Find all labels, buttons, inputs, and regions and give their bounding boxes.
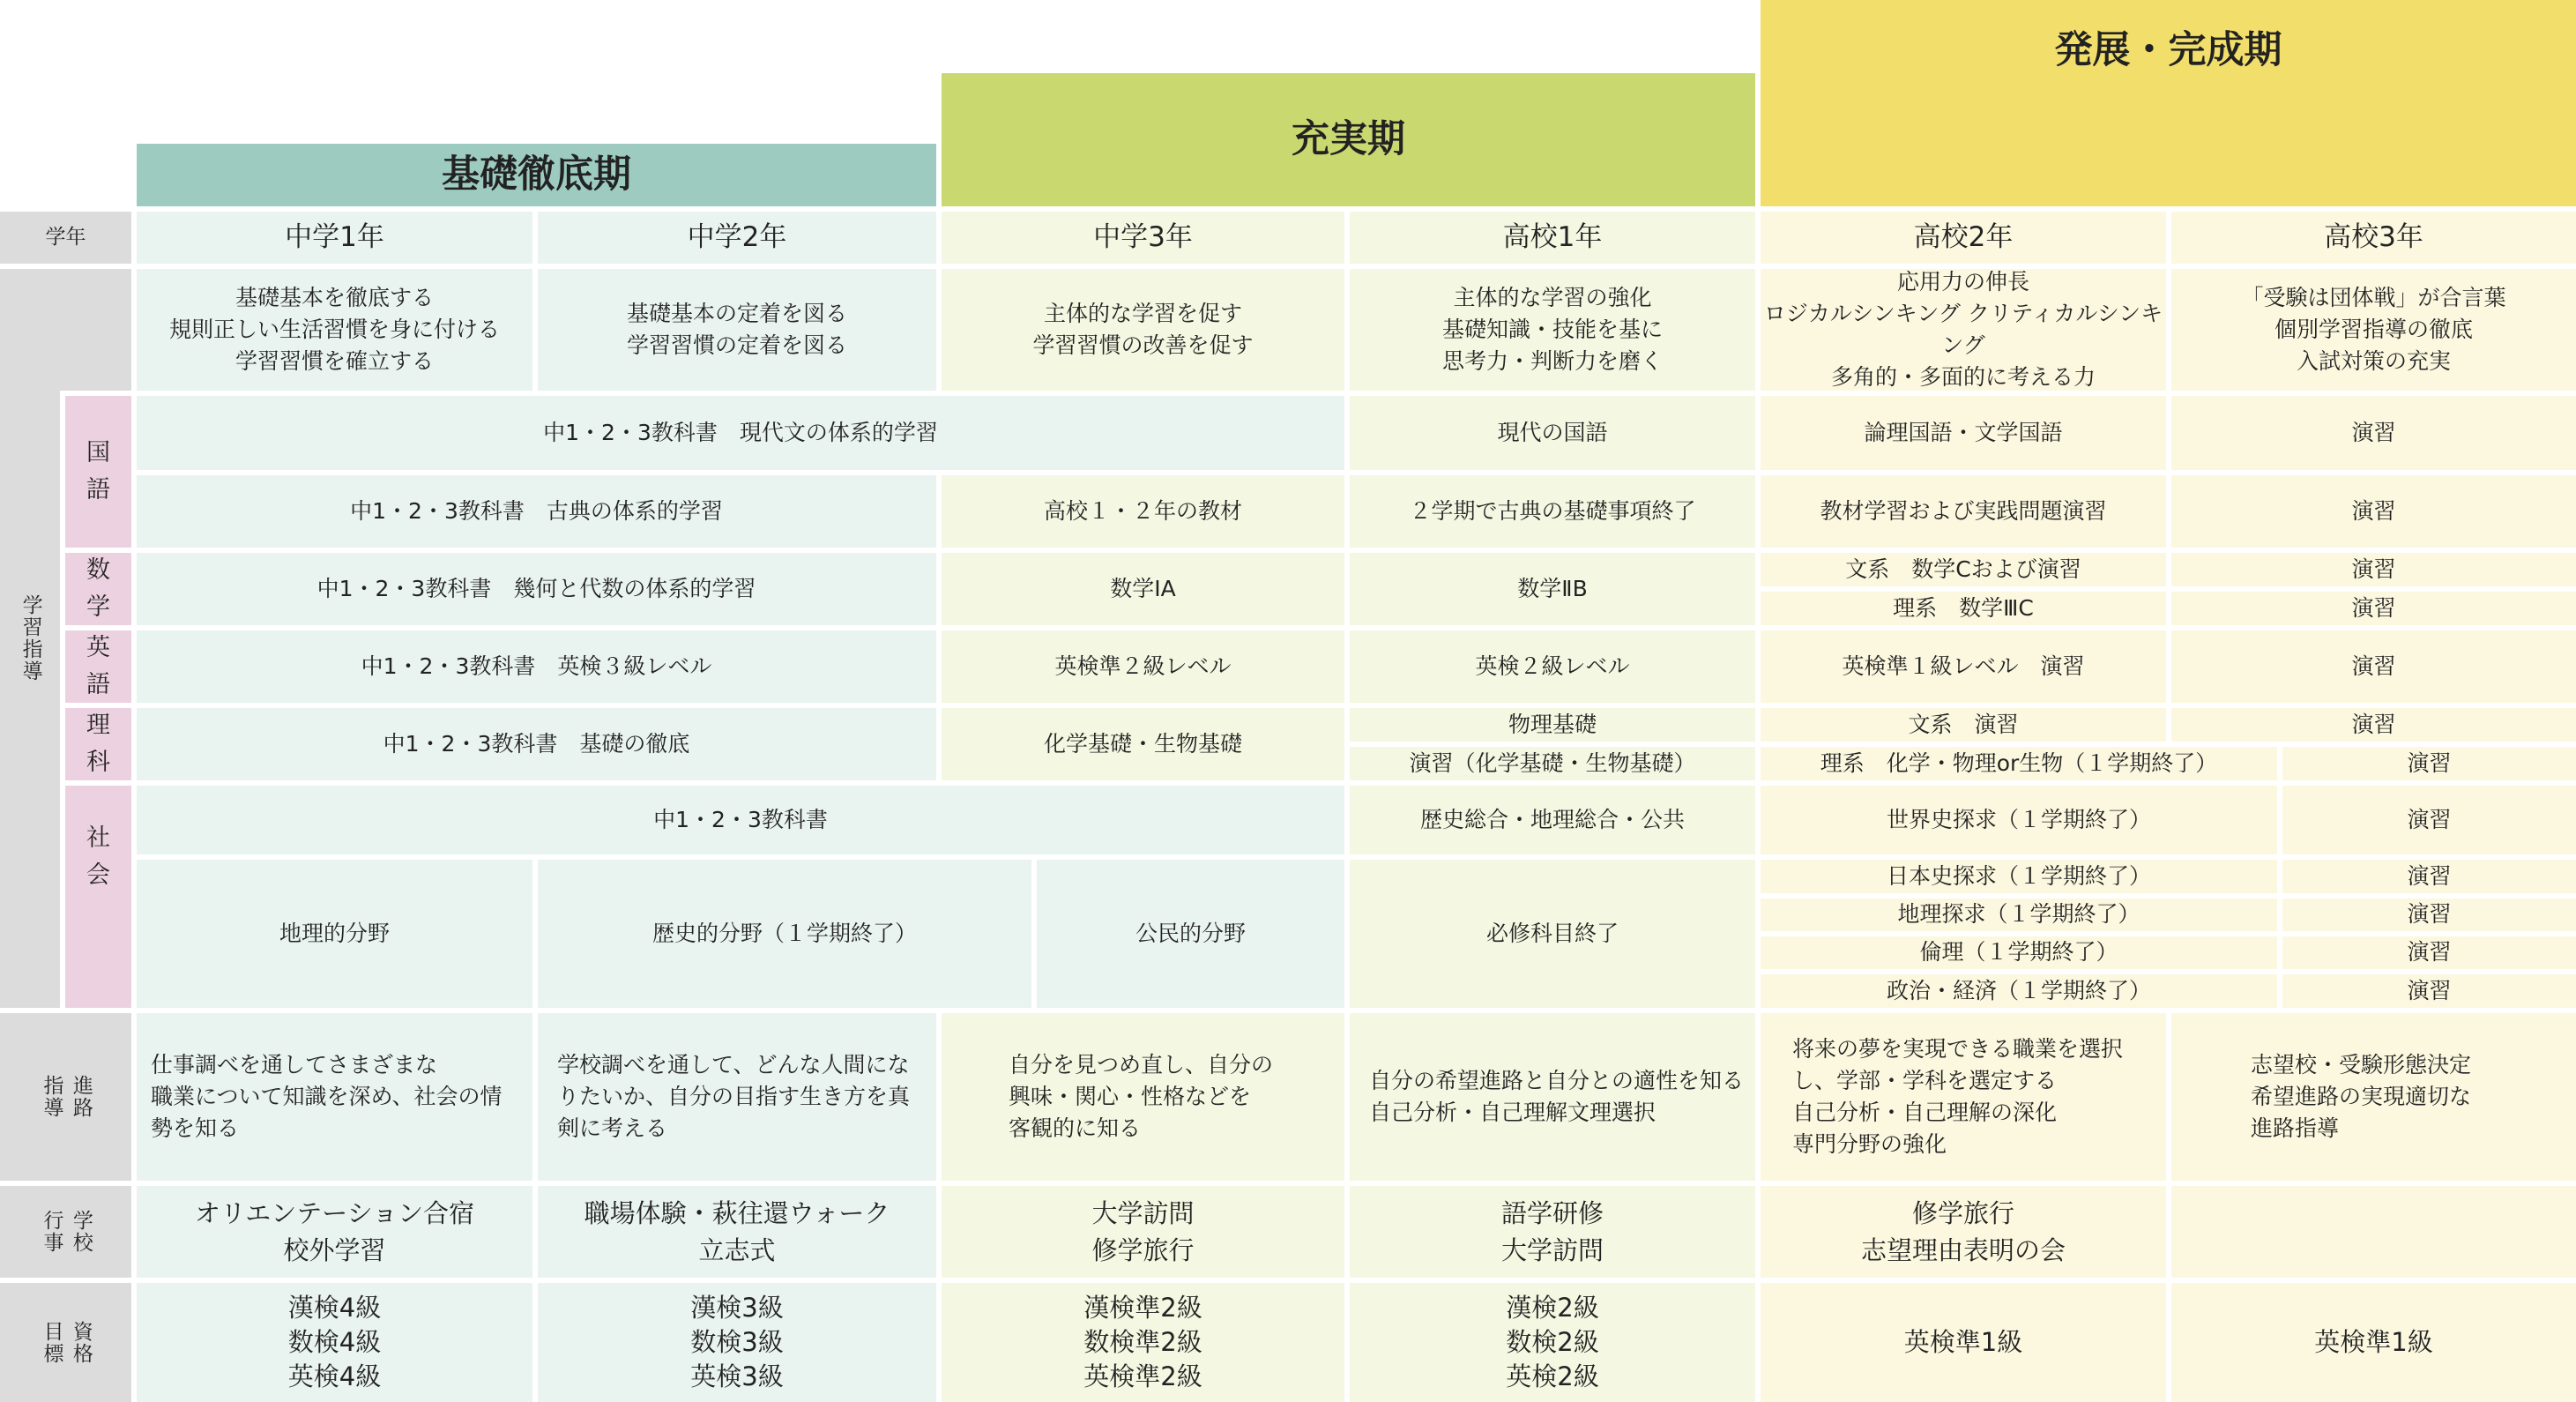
sugaku-h3a: 演習	[2171, 553, 2576, 586]
shakai-m1: 地理的分野	[137, 860, 532, 1008]
shakai-list-item-h3: 演習	[2282, 899, 2576, 931]
grade-h3: 高校3年	[2171, 212, 2576, 264]
kokugo-gendai-ms: 中1・2・3教科書 現代文の体系的学習	[137, 396, 1344, 470]
shikaku-m3: 漢検準2級 数検準2級 英検準2級	[942, 1283, 1344, 1402]
sugaku-m3: 数学ⅠA	[942, 553, 1344, 625]
sugaku-h2a: 文系 数学Cおよび演習	[1761, 553, 2166, 586]
rika-h1b: 演習（化学基礎・生物基礎）	[1350, 747, 1755, 780]
subject-sugaku: 数 学	[65, 553, 131, 625]
shinro-h2: 将来の夢を実現できる職業を選択 し、学部・学科を選定する 自己分析・自己理解の深化 専門分野の強化	[1761, 1013, 2166, 1181]
subject-shakai: 社 会	[65, 786, 131, 1008]
shikaku-m2: 漢検3級 数検3級 英検3級	[538, 1283, 936, 1402]
shikaku-h1: 漢検2級 数検2級 英検2級	[1350, 1283, 1755, 1402]
goal-h3: 「受験は団体戦」が合言葉 個別学習指導の徹底 入試対策の充実	[2171, 269, 2576, 391]
grade-m1: 中学1年	[137, 212, 532, 264]
eigo-h3: 演習	[2171, 630, 2576, 703]
shakai-list-item: 倫理（１学期終了）	[1761, 936, 2277, 969]
kokugo-gendai-h1: 現代の国語	[1350, 396, 1755, 470]
goal-m1: 基礎基本を徹底する 規則正しい生活習慣を身に付ける 学習習慣を確立する	[137, 269, 532, 391]
sugaku-ms: 中1・2・3教科書 幾何と代数の体系的学習	[137, 553, 936, 625]
shakai-list-item: 政治・経済（１学期終了）	[1761, 974, 2277, 1008]
rika-h3a: 演習	[2171, 708, 2576, 742]
gyoji-h3	[2171, 1186, 2576, 1278]
shakai-list-item: 日本史探求（１学期終了）	[1761, 860, 2277, 893]
shikaku-h3: 英検準1級	[2171, 1283, 2576, 1402]
rika-ms: 中1・2・3教科書 基礎の徹底	[137, 708, 936, 780]
kokugo-gendai-h2: 論理国語・文学国語	[1761, 396, 2166, 470]
grade-h1: 高校1年	[1350, 212, 1755, 264]
sugaku-h1: 数学ⅡB	[1350, 553, 1755, 625]
shinro-h3: 志望校・受験形態決定 希望進路の実現適切な 進路指導	[2171, 1013, 2576, 1181]
grade-m2: 中学2年	[538, 212, 936, 264]
subject-rika: 理 科	[65, 708, 131, 780]
period-header-kiso: 基礎徹底期	[137, 144, 936, 206]
row-label-gyoji: 学校 行事	[0, 1186, 131, 1278]
shikaku-m1: 漢検4級 数検4級 英検4級	[137, 1283, 532, 1402]
shakai-h1b: 必修科目終了	[1350, 860, 1755, 1008]
shakai-h1a: 歴史総合・地理総合・公共	[1350, 786, 1755, 854]
period-header-jujitsu: 充実期	[942, 73, 1755, 206]
shakai-h3a: 演習	[2282, 786, 2576, 854]
gyoji-m2: 職場体験・萩往還ウォーク 立志式	[538, 1186, 936, 1278]
rika-h1a: 物理基礎	[1350, 708, 1755, 742]
eigo-ms: 中1・2・3教科書 英検３級レベル	[137, 630, 936, 703]
kokugo-koten-h1: ２学期で古典の基礎事項終了	[1350, 475, 1755, 548]
shakai-list-item: 地理探求（１学期終了）	[1761, 899, 2277, 931]
rika-h2a: 文系 演習	[1761, 708, 2166, 742]
kokugo-koten-ms: 中1・2・3教科書 古典の体系的学習	[137, 475, 936, 548]
shinro-m2: 学校調べを通して、どんな人間にな りたいか、自分の目指す生き方を真 剣に考える	[538, 1013, 936, 1181]
shakai-h2a: 世界史探求（１学期終了）	[1761, 786, 2277, 854]
shinro-m3: 自分を見つめ直し、自分の 興味・関心・性格などを 客観的に知る	[942, 1013, 1344, 1181]
subject-eigo: 英 語	[65, 630, 131, 703]
period-header-hatten: 発展・完成期	[1761, 0, 2576, 206]
shakai-ms: 中1・2・3教科書	[137, 786, 1344, 854]
eigo-h1: 英検２級レベル	[1350, 630, 1755, 703]
kokugo-gendai-h3: 演習	[2171, 396, 2576, 470]
shakai-m2: 歴史的分野（１学期終了）	[538, 860, 1031, 1008]
shakai-list-item-h3: 演習	[2282, 974, 2576, 1008]
goal-h2: 応用力の伸長 ロジカルシンキング クリティカルシンキング 多角的・多面的に考える力	[1761, 269, 2166, 391]
label-filler	[60, 269, 131, 391]
goal-h1: 主体的な学習の強化 基礎知識・技能を基に 思考力・判断力を磨く	[1350, 269, 1755, 391]
row-label-shikaku: 資格 目標	[0, 1283, 131, 1402]
grade-m3: 中学3年	[942, 212, 1344, 264]
row-label-shinro: 進路 指導	[0, 1013, 131, 1181]
eigo-m3: 英検準２級レベル	[942, 630, 1344, 703]
row-label-grade: 学年	[0, 212, 131, 264]
eigo-h2: 英検準１級レベル 演習	[1761, 630, 2166, 703]
gyoji-m3: 大学訪問 修学旅行	[942, 1186, 1344, 1278]
sugaku-h3b: 演習	[2171, 592, 2576, 625]
goal-m2: 基礎基本の定着を図る 学習習慣の定着を図る	[538, 269, 936, 391]
shakai-m3: 公民的分野	[1037, 860, 1344, 1008]
subject-kokugo: 国 語	[65, 396, 131, 548]
gyoji-m1: オリエンテーション合宿 校外学習	[137, 1186, 532, 1278]
rika-h3b: 演習	[2282, 747, 2576, 780]
row-label-gakushu: 学習指導	[0, 269, 60, 1008]
rika-h2b: 理系 化学・物理or生物（１学期終了）	[1761, 747, 2277, 780]
grade-h2: 高校2年	[1761, 212, 2166, 264]
kokugo-koten-h3: 演習	[2171, 475, 2576, 548]
sugaku-h2b: 理系 数学ⅢC	[1761, 592, 2166, 625]
shinro-h1: 自分の希望進路と自分との適性を知る 自己分析・自己理解文理選択	[1350, 1013, 1755, 1181]
gyoji-h2: 修学旅行 志望理由表明の会	[1761, 1186, 2166, 1278]
rika-m3: 化学基礎・生物基礎	[942, 708, 1344, 780]
kokugo-koten-m3: 高校１・２年の教材	[942, 475, 1344, 548]
shikaku-h2: 英検準1級	[1761, 1283, 2166, 1402]
shakai-list-item-h3: 演習	[2282, 860, 2576, 893]
goal-m3: 主体的な学習を促す 学習習慣の改善を促す	[942, 269, 1344, 391]
shinro-m1: 仕事調べを通してさまざまな 職業について知識を深め、社会の情 勢を知る	[137, 1013, 532, 1181]
gyoji-h1: 語学研修 大学訪問	[1350, 1186, 1755, 1278]
shakai-list-item-h3: 演習	[2282, 936, 2576, 969]
kokugo-koten-h2: 教材学習および実践問題演習	[1761, 475, 2166, 548]
